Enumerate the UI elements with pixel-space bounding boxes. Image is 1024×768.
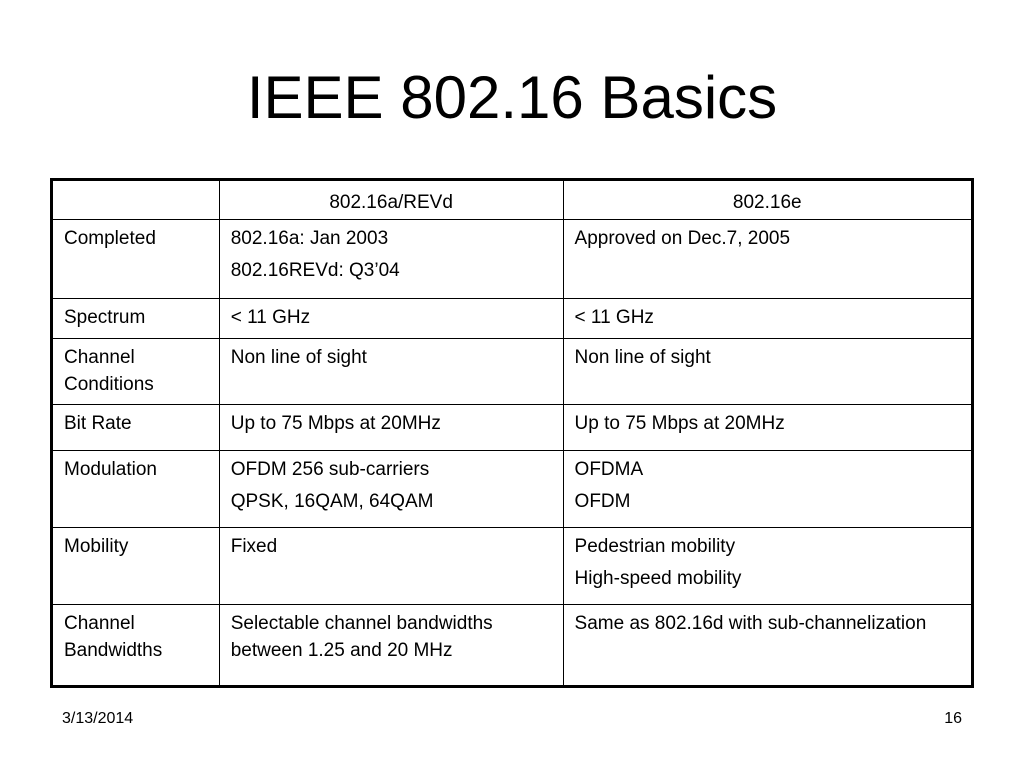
row-label: Mobility: [52, 528, 220, 605]
cell-line: < 11 GHz: [574, 307, 654, 328]
cell-line: 802.16a: Jan 2003: [230, 228, 389, 249]
cell-line: OFDM 256 sub-carriers: [230, 459, 430, 480]
cell-80216a-revd: [219, 339, 563, 405]
row-label: Bit Rate: [52, 405, 220, 451]
table-row-channel-conditions: [52, 339, 973, 405]
cell-line: Non line of sight: [230, 347, 367, 368]
table-row-completed: [52, 220, 973, 299]
cell-line: High-speed mobility: [574, 568, 742, 589]
row-label: Spectrum: [52, 299, 220, 339]
cell-80216e: [563, 405, 972, 451]
cell-line: Up to 75 Mbps at 20MHz: [574, 413, 785, 434]
table-row-modulation: [52, 451, 973, 528]
cell-80216a-revd: [219, 528, 563, 605]
cell-line: OFDM: [574, 491, 631, 512]
header-cell-80216e: 802.16e: [563, 180, 972, 220]
cell-line: Fixed: [230, 536, 278, 557]
cell-line: Selectable channel bandwidths between 1.25 and 20 MHz: [230, 613, 493, 661]
table-header-row: [52, 180, 973, 220]
cell-line: 802.16REVd: Q3’04: [230, 260, 400, 281]
cell-line: Up to 75 Mbps at 20MHz: [230, 413, 441, 434]
cell-80216a-revd: [219, 220, 563, 299]
cell-80216e: [563, 528, 972, 605]
slide-title: IEEE 802.16 Basics: [246, 64, 778, 131]
cell-80216e: [563, 605, 972, 687]
page-number: 16: [944, 710, 962, 727]
cell-80216a-revd: [219, 605, 563, 687]
cell-80216e: [563, 299, 972, 339]
cell-80216a-revd: [219, 299, 563, 339]
header-cell-80216a-revd: 802.16a/REVd: [219, 180, 563, 220]
cell-80216a-revd: [219, 451, 563, 528]
header-cell-empty: [52, 180, 220, 220]
table-row-spectrum: [52, 299, 973, 339]
table-row-bit-rate: [52, 405, 973, 451]
cell-line: Pedestrian mobility: [574, 536, 736, 557]
cell-line: Approved on Dec.7, 2005: [574, 228, 791, 249]
cell-line: < 11 GHz: [230, 307, 311, 328]
cell-line: Same as 802.16d with sub-channelization: [574, 613, 927, 634]
comparison-table: [50, 178, 974, 688]
cell-80216e: [563, 339, 972, 405]
row-label: Modulation: [52, 451, 220, 528]
cell-80216e: [563, 220, 972, 299]
cell-80216a-revd: [219, 405, 563, 451]
row-label: Channel Conditions: [52, 339, 220, 405]
cell-line: Non line of sight: [574, 347, 711, 368]
cell-80216e: [563, 451, 972, 528]
cell-line: QPSK, 16QAM, 64QAM: [230, 491, 434, 512]
table-row-channel-bandwidths: [52, 605, 973, 687]
row-label: Channel Bandwidths: [52, 605, 220, 687]
row-label: Completed: [52, 220, 220, 299]
cell-line: OFDMA: [574, 459, 644, 480]
table-row-mobility: [52, 528, 973, 605]
footer-date: 3/13/2014: [62, 710, 134, 727]
